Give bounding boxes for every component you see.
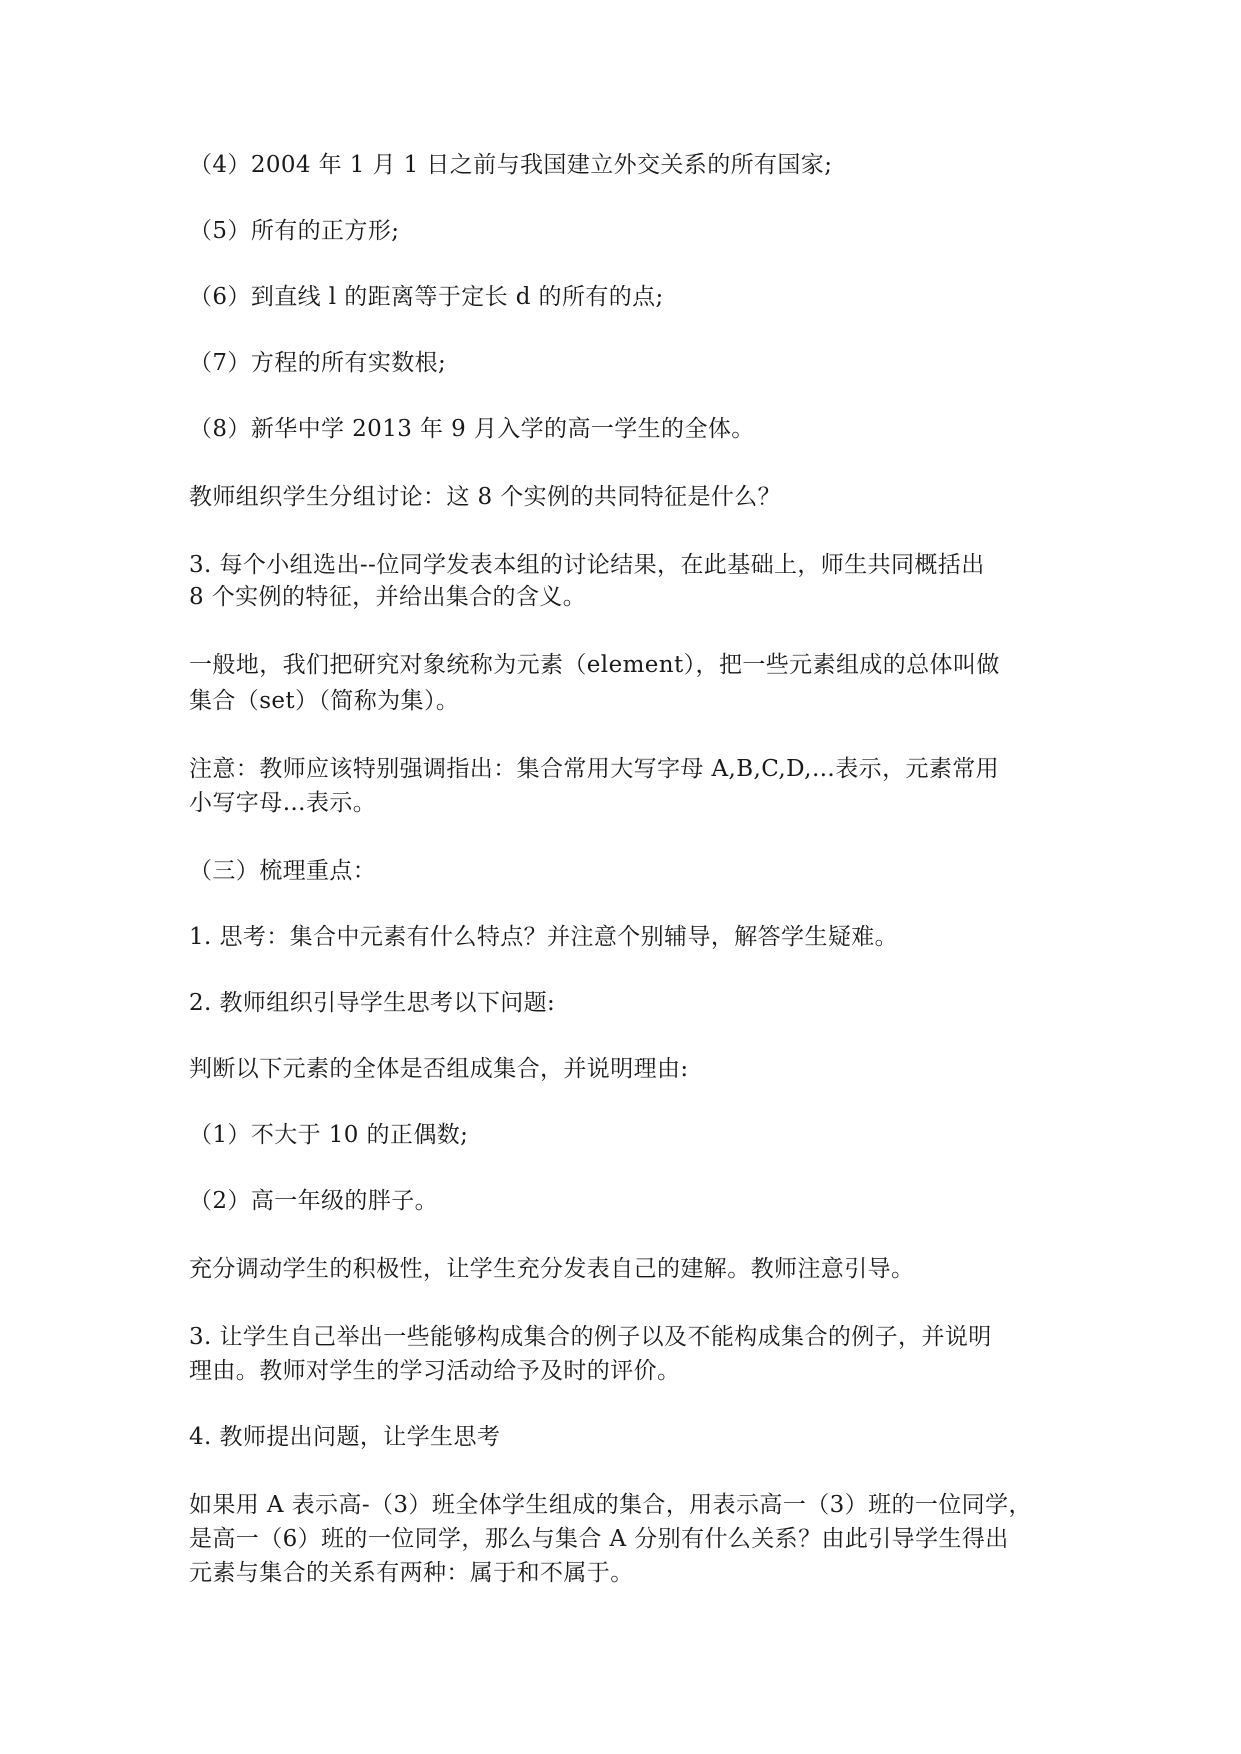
list-item-4: （4）2004 年 1 月 1 日之前与我国建立外交关系的所有国家;: [189, 152, 833, 178]
paragraph-step-4: 4. 教师提出问题，让学生思考: [189, 1424, 501, 1450]
list-item-judge-2: （2）高一年级的胖子。: [189, 1188, 439, 1214]
paragraph-step-3-line-1: 3. 每个小组选出--位同学发表本组的讨论结果，在此基础上，师生共同概括出: [189, 552, 985, 578]
paragraph-definition-line-2: 集合（set）（简称为集）。: [189, 688, 460, 714]
paragraph-relation-line-1: 如果用 A 表示高-（3）班全体学生组成的集合，用表示高一（3）班的一位同学，: [189, 1492, 1032, 1518]
paragraph-relation-line-2: 是高一（6）班的一位同学，那么与集合 A 分别有什么关系？由此引导学生得出: [189, 1526, 1009, 1552]
paragraph-note-line-1: 注意：教师应该特别强调指出：集合常用大写字母 A,B,C,D,…表示，元素常用: [189, 756, 1000, 782]
paragraph-definition-line-1: 一般地，我们把研究对象统称为元素（element），把一些元素组成的总体叫做: [189, 652, 1000, 678]
list-item-6: （6）到直线 l 的距离等于定长 d 的所有的点;: [189, 284, 664, 310]
list-item-5: （5）所有的正方形;: [189, 218, 400, 244]
list-item-8: （8）新华中学 2013 年 9 月入学的高一学生的全体。: [189, 416, 755, 442]
paragraph-encourage: 充分调动学生的积极性，让学生充分发表自己的建解。教师注意引导。: [189, 1256, 915, 1282]
paragraph-note-line-2: 小写字母…表示。: [189, 790, 377, 816]
section-heading-3: （三）梳理重点：: [189, 858, 377, 884]
paragraph-step-2: 2. 教师组织引导学生思考以下问题:: [189, 990, 556, 1016]
paragraph-judge: 判断以下元素的全体是否组成集合，并说明理由:: [189, 1056, 689, 1082]
list-item-7: （7）方程的所有实数根;: [189, 350, 447, 376]
paragraph-step-3b-line-2: 理由。教师对学生的学习活动给予及时的评价。: [189, 1358, 681, 1384]
paragraph-step-3-line-2: 8 个实例的特征，并给出集合的含义。: [189, 584, 587, 610]
paragraph-think-1: 1. 思考：集合中元素有什么特点？并注意个别辅导，解答学生疑难。: [189, 924, 899, 950]
paragraph-step-3b-line-1: 3. 让学生自己举出一些能够构成集合的例子以及不能构成集合的例子，并说明: [189, 1324, 992, 1350]
paragraph-relation-line-3: 元素与集合的关系有两种：属于和不属于。: [189, 1560, 634, 1586]
paragraph-discussion: 教师组织学生分组讨论：这 8 个实例的共同特征是什么？: [189, 484, 782, 510]
list-item-judge-1: （1）不大于 10 的正偶数;: [189, 1122, 469, 1148]
